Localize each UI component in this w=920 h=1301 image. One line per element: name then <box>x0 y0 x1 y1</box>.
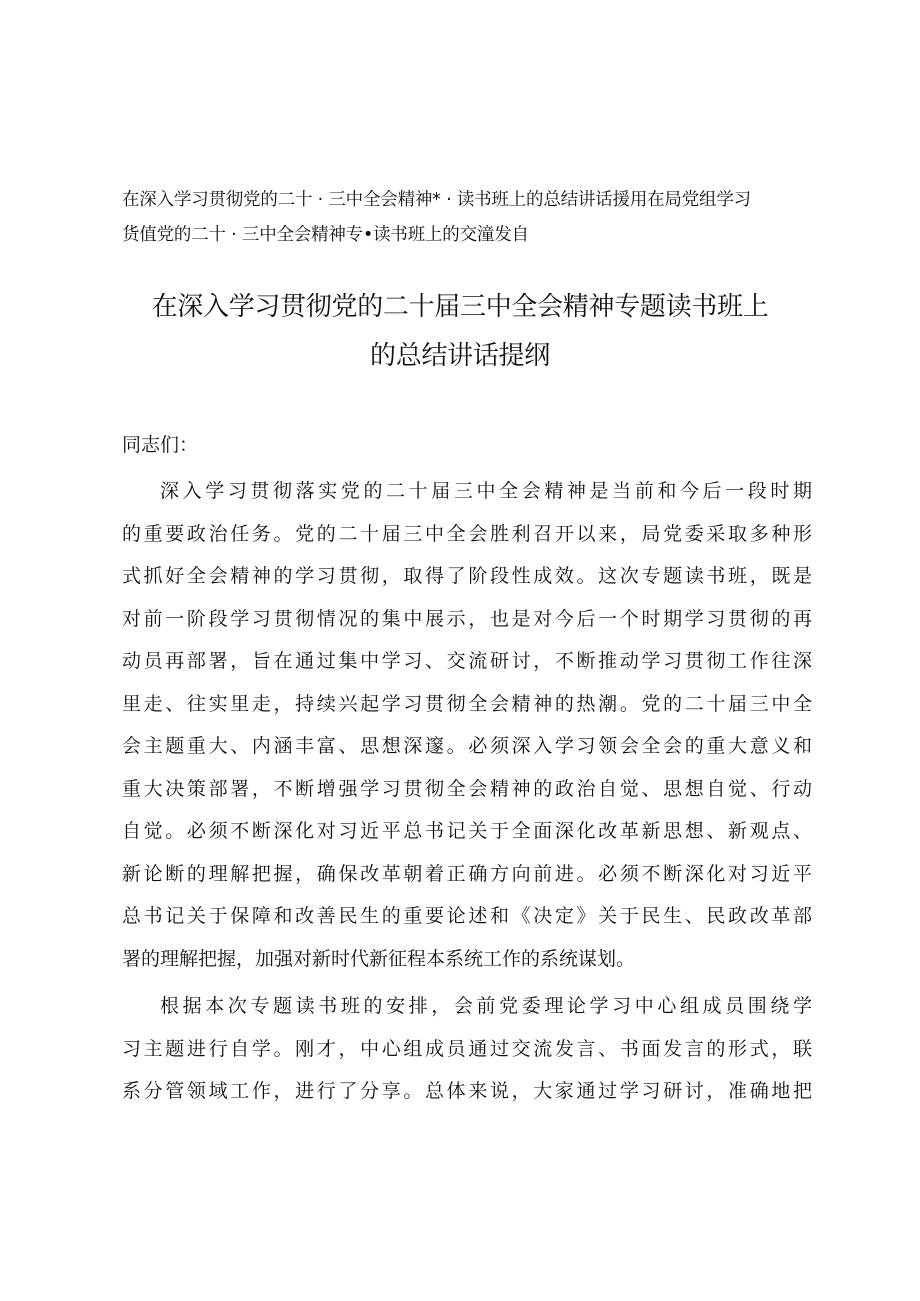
paragraph-1 <box>122 470 812 980</box>
paragraph-1-line: 会主题重大、内涵丰富、思想深邃。必须深入学习领会全会的重大意义和 <box>122 735 812 757</box>
paragraph-1-line: 式抓好全会精神的学习贯彻，取得了阶段性成效。这次专题读书班，既是 <box>122 565 812 587</box>
document-title-line-2: 的总结讲话提纲 <box>370 341 550 371</box>
paragraph-1-line: 动员再部署，旨在通过集中学习、交流研讨，不断推动学习贯彻工作往深 <box>122 650 812 672</box>
paragraph-2-line: 系分管领域工作，进行了分享。总体来说，大家通过学习研讨，准确地把 <box>122 1080 812 1102</box>
paragraph-1-line: 里走、往实里走，持续兴起学习贯彻全会精神的热潮。党的二十届三中全 <box>122 692 812 715</box>
paragraph-1-line: 深入学习贯彻落实党的二十届三中全会精神是当前和今后一段时期 <box>160 480 812 502</box>
paragraph-2 <box>122 985 812 1113</box>
paragraph-1-line: 的重要政治任务。党的二十届三中全会胜利召开以来，局党委采取多种形 <box>122 522 812 545</box>
header-line-2: 货值党的二十 · 三中全会精神专•读书班上的交潼发自 <box>122 225 529 245</box>
paragraph-1-line: 新论断的理解把握，确保改革朝着正确方向前进。必须不断深化对习近平 <box>122 862 812 885</box>
paragraph-2-line: 习主题进行自学。刚才，中心组成员通过交流发言、书面发言的形式，联 <box>122 1037 812 1060</box>
header-line-1: 在深入学习贯彻党的二十 · 三中全会精神* · 读书班上的总结讲话援用在局党组学习 <box>122 190 751 210</box>
paragraph-2-line: 根据本次专题读书班的安排，会前党委理论学习中心组成员围绕学 <box>160 995 812 1017</box>
paragraph-1-line: 署的理解把握，加强对新时代新征程本系统工作的系统谋划。 <box>122 947 636 970</box>
paragraph-1-line: 重大决策部署，不断增强学习贯彻全会精神的政治自觉、思想自觉、行动 <box>122 777 812 800</box>
paragraph-1-line: 总书记关于保障和改善民生的重要论述和《决定》关于民生、民政改革部 <box>122 905 812 927</box>
document-title-line-1: 在深入学习贯彻党的二十届三中全会精神专题读书班上 <box>151 292 769 322</box>
paragraph-1-line: 对前一阶段学习贯彻情况的集中展示，也是对今后一个时期学习贯彻的再 <box>122 607 812 630</box>
paragraph-1-line: 自觉。必须不断深化对习近平总书记关于全面深化改革新思想、新观点、 <box>122 820 812 842</box>
salutation: 同志们： <box>122 434 199 456</box>
